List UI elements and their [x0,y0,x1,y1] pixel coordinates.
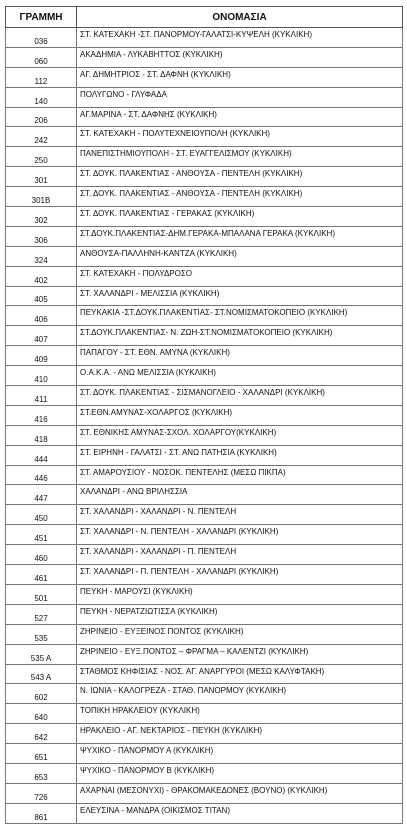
line-code-cell: 640 [6,704,77,724]
table-row [6,67,403,87]
table-row [6,604,403,624]
line-name-cell: ΠΟΛΥΓΩΝΟ - ΓΛΥΦΑΔΑ [77,87,403,107]
line-name-cell: ΣΤΑΘΜΟΣ ΚΗΦΙΣΙΑΣ - ΝΟΣ. ΑΓ. ΑΝΑΡΓΥΡΟΙ (ΜΕΣΩ ΚΑΛΥΦΤΑΚΗ) [77,664,403,684]
line-code-cell: 140 [6,87,77,107]
line-code-cell: 405 [6,286,77,306]
table-row [6,505,403,525]
table-row [6,704,403,724]
table-row [6,167,403,187]
line-name-cell: ΨΥΧΙΚΟ - ΠΑΝΟΡΜΟΥ Β (ΚΥΚΛΙΚΗ) [77,763,403,783]
line-name-cell: ΠΕΥΚΗ - ΜΑΡΟΥΣΙ (ΚΥΚΛΙΚΗ) [77,584,403,604]
line-code-cell: 306 [6,226,77,246]
line-code-cell: 406 [6,306,77,326]
line-code-cell: 501 [6,584,77,604]
line-code-cell: 418 [6,425,77,445]
line-code-cell: 446 [6,465,77,485]
line-code-cell: 602 [6,684,77,704]
line-code-cell: 407 [6,326,77,346]
table-row [6,405,403,425]
line-code-cell: 861 [6,803,77,823]
table-row [6,664,403,684]
bus-lines-table-container [5,6,402,824]
line-name-cell: ΣΤ. ΔΟΥΚ. ΠΛΑΚΕΝΤΙΑΣ - ΑΝΘΟΥΣΑ - ΠΕΝΤΕΛΗ (ΚΥΚΛΙΚΗ) [77,187,403,207]
line-code-cell: 451 [6,525,77,545]
table-row [6,47,403,67]
table-row [6,445,403,465]
table-row [6,684,403,704]
line-code-cell: 642 [6,724,77,744]
table-row [6,286,403,306]
line-name-cell: ΣΤ. ΕΙΡΗΝΗ - ΓΑΛΑΤΣΙ - ΣΤ. ΑΝΩ ΠΑΤΗΣΙΑ (ΚΥΚΛΙΚΗ) [77,445,403,465]
line-name-cell: Ν. ΙΩΝΙΑ - ΚΑΛΟΓΡΕΖΑ - ΣΤΑΘ. ΠΑΝΟΡΜΟΥ (ΚΥΚΛΙΚΗ) [77,684,403,704]
line-name-cell: ΑΚΑΔΗΜΙΑ - ΛΥΚΑΒΗΤΤΟΣ (ΚΥΚΛΙΚΗ) [77,47,403,67]
line-name-cell: ΑΓ. ΔΗΜΗΤΡΙΟΣ - ΣΤ. ΔΑΦΝΗ (ΚΥΚΛΙΚΗ) [77,67,403,87]
table-row [6,246,403,266]
table-row [6,28,403,48]
line-code-cell: 447 [6,485,77,505]
line-code-cell: 527 [6,604,77,624]
line-name-cell: ΣΤ. ΚΑΤΕΧΑΚΗ - ΠΟΛΥΔΡΟΣΟ [77,266,403,286]
table-row [6,744,403,764]
line-code-cell: 653 [6,763,77,783]
line-code-cell: 301 [6,167,77,187]
line-name-cell: ΣΤ. ΧΑΛΑΝΔΡΙ - ΜΕΛΙΣΣΙΑ (ΚΥΚΛΙΚΗ) [77,286,403,306]
line-name-cell: ΣΤ. ΧΑΛΑΝΔΡΙ - Ν. ΠΕΝΤΕΛΗ - ΧΑΛΑΝΔΡΙ (ΚΥΚΛΙΚΗ) [77,525,403,545]
line-code-cell: 543 Α [6,664,77,684]
line-code-cell: 060 [6,47,77,67]
line-code-header: ΓΡΑΜΜΗ [6,7,77,28]
line-code-cell: 726 [6,783,77,803]
line-name-cell: ΣΤ. ΔΟΥΚ. ΠΛΑΚΕΝΤΙΑΣ - ΣΙΣΜΑΝΟΓΛΕΙΟ - ΧΑΛΑΝΔΡΙ (ΚΥΚΛΙΚΗ) [77,386,403,406]
line-name-cell: ΨΥΧΙΚΟ - ΠΑΝΟΡΜΟΥ Α (ΚΥΚΛΙΚΗ) [77,744,403,764]
table-row [6,584,403,604]
line-code-cell: 242 [6,127,77,147]
line-name-cell: ΠΑΠΑΓΟΥ - ΣΤ. ΕΘΝ. ΑΜΥΝΑ (ΚΥΚΛΙΚΗ) [77,346,403,366]
line-code-cell: 402 [6,266,77,286]
line-code-cell: 409 [6,346,77,366]
line-code-cell: 301Β [6,187,77,207]
line-name-cell: ΑΓ.ΜΑΡΙΝΑ - ΣΤ. ΔΑΦΝΗΣ (ΚΥΚΛΙΚΗ) [77,107,403,127]
line-name-cell: ΣΤ. ΑΜΑΡΟΥΣΙΟΥ - ΝΟΣΟΚ. ΠΕΝΤΕΛΗΣ (ΜΕΣΩ ΠΙΚΠΑ) [77,465,403,485]
table-row [6,207,403,227]
table-row [6,326,403,346]
table-row [6,624,403,644]
table-row [6,724,403,744]
line-name-cell: ΑΧΑΡΝΑΙ (ΜΕΣΟΝΥΧΙ) - ΘΡΑΚΟΜΑΚΕΔΟΝΕΣ (ΒΟΥΝΟ) (ΚΥΚΛΙΚΗ) [77,783,403,803]
table-row [6,565,403,585]
line-name-cell: ΣΤ. ΚΑΤΕΧΑΚΗ - ΠΟΛΥΤΕΧΝΕΙΟΥΠΟΛΗ (ΚΥΚΛΙΚΗ) [77,127,403,147]
line-code-cell: 535 Α [6,644,77,664]
line-code-cell: 410 [6,366,77,386]
table-row [6,306,403,326]
line-name-cell: ΖΗΡΙΝΕΙΟ - ΕΥΞ.ΠΟΝΤΟΣ – ΦΡΑΓΜΑ – ΚΑΛΕΝΤΖΙ (ΚΥΚΛΙΚΗ) [77,644,403,664]
line-name-cell: ΕΛΕΥΣΙΝΑ - ΜΑΝΔΡΑ (ΟΙΚΙΣΜΟΣ ΤΙΤΑΝ) [77,803,403,823]
table-row [6,187,403,207]
table-body [6,28,403,824]
line-code-cell: 324 [6,246,77,266]
table-row [6,644,403,664]
line-name-cell: ΗΡΑΚΛΕΙΟ - ΑΓ. ΝΕΚΤΑΡΙΟΣ - ΠΕΥΚΗ (ΚΥΚΛΙΚΗ) [77,724,403,744]
table-row [6,266,403,286]
line-code-cell: 444 [6,445,77,465]
line-name-cell: ΣΤ. ΔΟΥΚ. ΠΛΑΚΕΝΤΙΑΣ - ΓΕΡΑΚΑΣ (ΚΥΚΛΙΚΗ) [77,207,403,227]
line-code-cell: 460 [6,545,77,565]
line-code-cell: 206 [6,107,77,127]
line-name-cell: ΣΤ. ΔΟΥΚ. ΠΛΑΚΕΝΤΙΑΣ - ΑΝΘΟΥΣΑ - ΠΕΝΤΕΛΗ (ΚΥΚΛΙΚΗ) [77,167,403,187]
line-code-cell: 250 [6,147,77,167]
table-row [6,803,403,823]
line-code-cell: 411 [6,386,77,406]
table-row [6,87,403,107]
line-name-cell: ΖΗΡΙΝΕΙΟ - ΕΥΞΕΙΝΟΣ ΠΟΝΤΟΣ (ΚΥΚΛΙΚΗ) [77,624,403,644]
line-name-cell: ΣΤ.ΔΟΥΚ.ΠΛΑΚΕΝΤΙΑΣ- Ν. ΖΩΗ-ΣΤ.ΝΟΜΙΣΜΑΤΟΚΟΠΕΙΟ (ΚΥΚΛΙΚΗ) [77,326,403,346]
line-name-cell: Ο.Α.Κ.Α. - ΑΝΩ ΜΕΛΙΣΣΙΑ (ΚΥΚΛΙΚΗ) [77,366,403,386]
line-name-cell: ΣΤ. ΧΑΛΑΝΔΡΙ - ΧΑΛΑΝΔΡΙ - Π. ΠΕΝΤΕΛΗ [77,545,403,565]
line-code-cell: 112 [6,67,77,87]
line-name-cell: ΠΑΝΕΠΙΣΤΗΜΙΟΥΠΟΛΗ - ΣΤ. ΕΥΑΓΓΕΛΙΣΜΟΥ (ΚΥΚΛΙΚΗ) [77,147,403,167]
line-code-cell: 036 [6,28,77,48]
line-code-cell: 302 [6,207,77,227]
line-name-cell: ΤΟΠΙΚΗ ΗΡΑΚΛΕΙΟΥ (ΚΥΚΛΙΚΗ) [77,704,403,724]
table-row [6,346,403,366]
line-code-cell: 461 [6,565,77,585]
line-code-cell: 416 [6,405,77,425]
table-row [6,525,403,545]
table-header-row [6,7,403,28]
line-code-cell: 651 [6,744,77,764]
table-row [6,127,403,147]
line-code-cell: 450 [6,505,77,525]
line-name-cell: ΣΤ.ΔΟΥΚ.ΠΛΑΚΕΝΤΙΑΣ-ΔΗΜ.ΓΕΡΑΚΑ-ΜΠΑΛΑΝΑ ΓΕΡΑΚΑ (ΚΥΚΛΙΚΗ) [77,226,403,246]
line-name-cell: ΣΤ. ΚΑΤΕΧΑΚΗ -ΣΤ. ΠΑΝΟΡΜΟΥ-ΓΑΛΑΤΣΙ-ΚΥΨΕΛΗ (ΚΥΚΛΙΚΗ) [77,28,403,48]
table-row [6,366,403,386]
line-name-cell: ΧΑΛΑΝΔΡΙ - ΑΝΩ ΒΡΙΛΗΣΣΙΑ [77,485,403,505]
table-row [6,763,403,783]
table-row [6,107,403,127]
table-row [6,425,403,445]
line-code-cell: 535 [6,624,77,644]
line-name-header: ΟΝΟΜΑΣΙΑ [77,7,403,28]
table-row [6,386,403,406]
table-row [6,465,403,485]
table-row [6,545,403,565]
line-name-cell: ΣΤ. ΕΘΝΙΚΗΣ ΑΜΥΝΑΣ-ΣΧΟΛ. ΧΟΛΑΡΓΟΥ(ΚΥΚΛΙΚΗ) [77,425,403,445]
table-row [6,147,403,167]
line-name-cell: ΣΤ. ΧΑΛΑΝΔΡΙ - ΧΑΛΑΝΔΡΙ - Ν. ΠΕΝΤΕΛΗ [77,505,403,525]
line-name-cell: ΠΕΥΚΗ - ΝΕΡΑΤΖΙΩΤΙΣΣΑ (ΚΥΚΛΙΚΗ) [77,604,403,624]
line-name-cell: ΑΝΘΟΥΣΑ-ΠΑΛΛΗΝΗ-ΚΑΝΤΖΑ (ΚΥΚΛΙΚΗ) [77,246,403,266]
table-row [6,226,403,246]
line-name-cell: ΣΤ.ΕΘΝ.ΑΜΥΝΑΣ-ΧΟΛΑΡΓΟΣ (ΚΥΚΛΙΚΗ) [77,405,403,425]
line-name-cell: ΠΕΥΚΑΚΙΑ -ΣΤ.ΔΟΥΚ.ΠΛΑΚΕΝΤΙΑΣ- ΣΤ.ΝΟΜΙΣΜΑΤΟΚΟΠΕΙΟ (ΚΥΚΛΙΚΗ) [77,306,403,326]
table-row [6,783,403,803]
table-row [6,485,403,505]
bus-lines-table [5,6,403,824]
line-name-cell: ΣΤ. ΧΑΛΑΝΔΡΙ - Π. ΠΕΝΤΕΛΗ - ΧΑΛΑΝΔΡΙ (ΚΥΚΛΙΚΗ) [77,565,403,585]
